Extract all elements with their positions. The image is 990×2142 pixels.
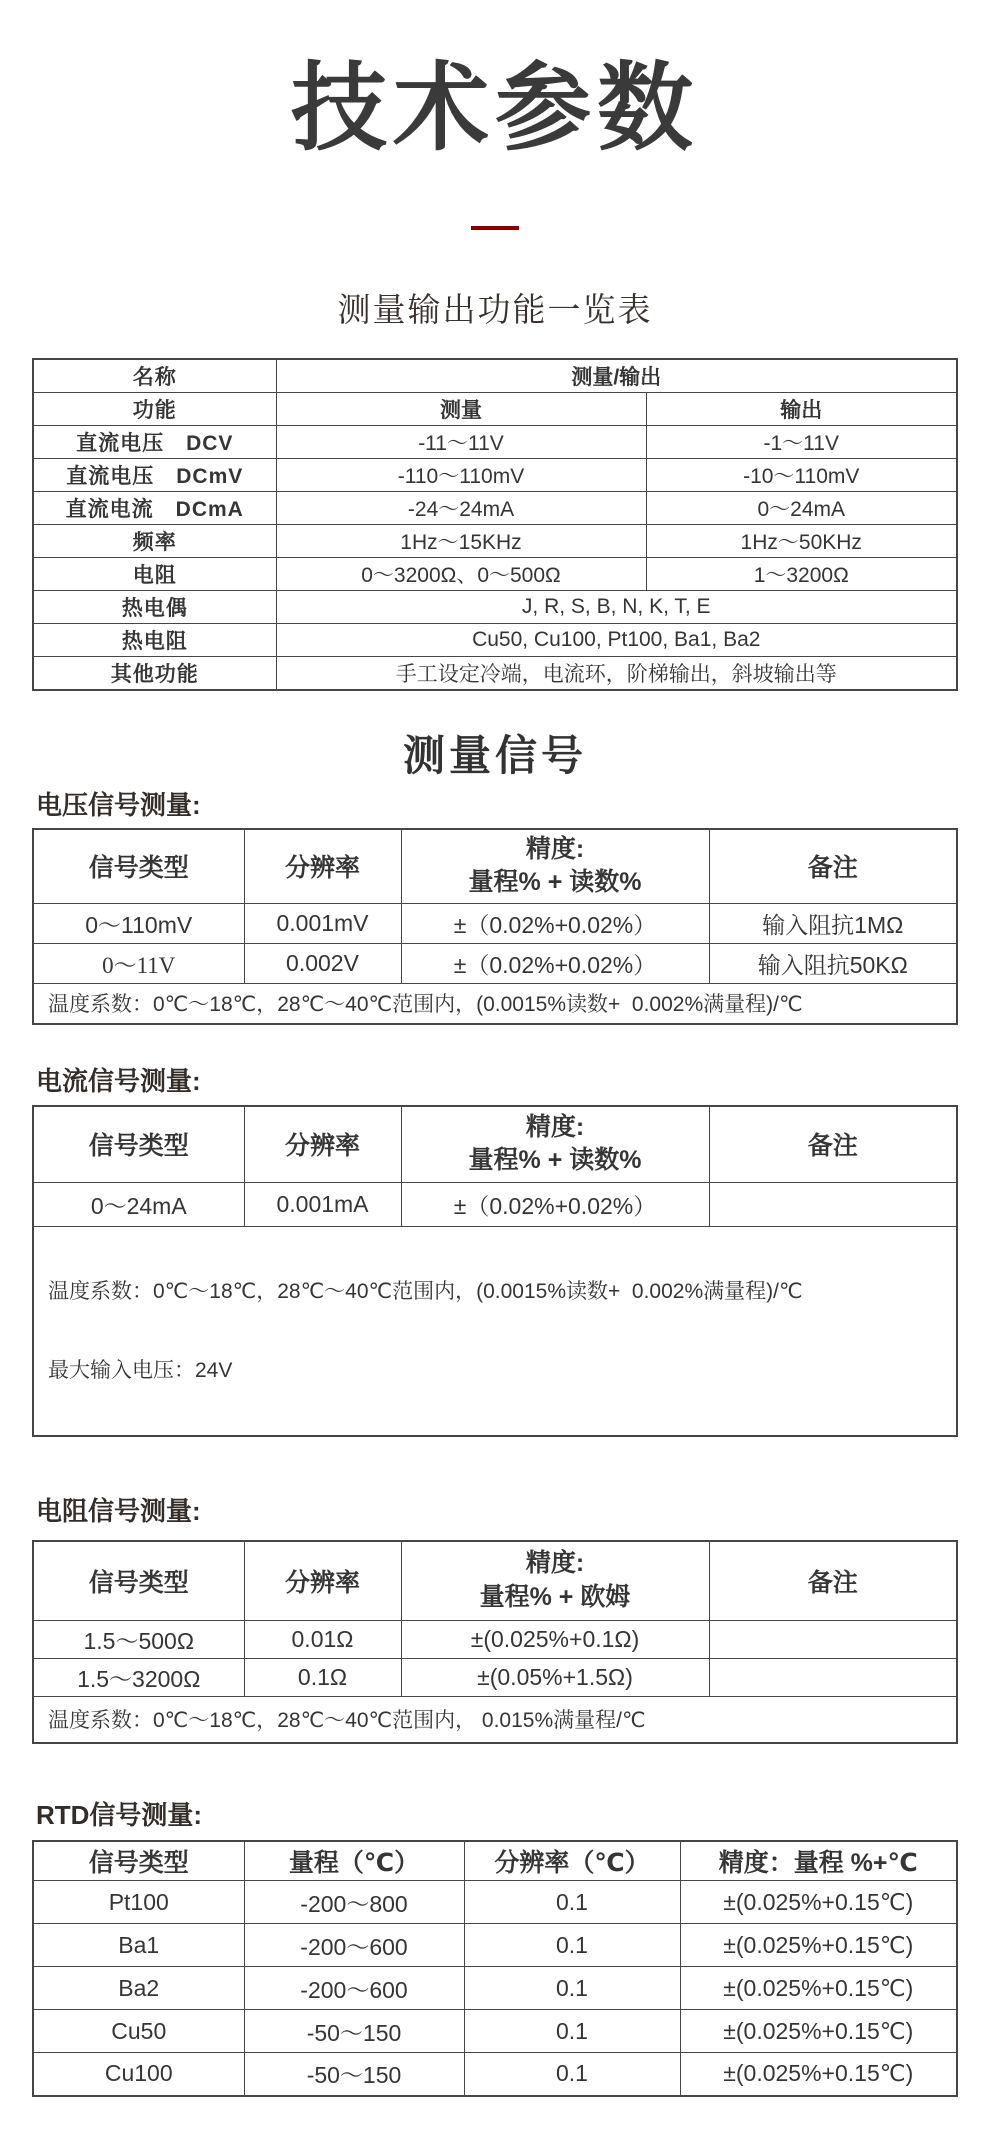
cell-accuracy: ±(0.025%+0.15℃): [680, 2010, 957, 2053]
table-row: [33, 426, 957, 459]
temperature-coefficient-note: 温度系数：0℃～18℃，28℃～40℃范围内，(0.0015%读数+ 0.002%满量程)/℃: [33, 983, 957, 1024]
col-header-signal-type: 信号类型: [33, 1541, 244, 1621]
row-label: 电阻: [33, 558, 276, 591]
row-label: 频率: [33, 525, 276, 558]
table-row: [33, 2053, 957, 2096]
cell-measure: 0～3200Ω、0～500Ω: [276, 558, 646, 591]
footer-row: [33, 983, 957, 1024]
cell-accuracy: ±（0.02%+0.02%）: [401, 903, 709, 943]
cell-signal-type: Cu50: [33, 2010, 244, 2053]
accuracy-line1: 精度:: [525, 834, 585, 863]
header-row: [33, 829, 957, 903]
header-row: [33, 1541, 957, 1621]
col-header-accuracy: 精度：量程 %+℃: [680, 1841, 957, 1881]
footer-row: [33, 1226, 957, 1436]
cell-output: 1Hz～50KHz: [646, 525, 957, 558]
cell-output: -10～110mV: [646, 459, 957, 492]
col-header-signal-type: 信号类型: [33, 829, 244, 903]
accuracy-line2: 量程% + 读数%: [468, 868, 642, 897]
cell-note: 输入阻抗1MΩ: [709, 903, 957, 943]
cell-range: -50～150: [244, 2010, 464, 2053]
cell-signal-type: 1.5～500Ω: [33, 1621, 244, 1659]
cell-resolution: 0.1: [464, 1881, 680, 1924]
row-label: 热电偶: [33, 591, 276, 624]
table-row: [33, 393, 957, 426]
cell-range: -200～600: [244, 1924, 464, 1967]
rtd-table: [32, 1840, 958, 2097]
page-title: 技术参数: [291, 55, 699, 162]
cell-output: -1～11V: [646, 426, 957, 459]
cell-accuracy: ±(0.025%+0.15℃): [680, 1924, 957, 1967]
cell-accuracy: ±（0.02%+0.02%）: [401, 943, 709, 983]
cell-signal-type: Ba2: [33, 1967, 244, 2010]
table-row: [33, 1182, 957, 1226]
accuracy-line1: 精度:: [525, 1112, 585, 1141]
cell-resolution: 0.1: [464, 2053, 680, 2096]
table-row: [33, 359, 957, 393]
cell-signal-type: 0～24mA: [33, 1182, 244, 1226]
cell-resolution: 0.001mV: [244, 903, 401, 943]
signal-section-title: 测量信号: [402, 732, 587, 780]
col-header-accuracy: [401, 1541, 709, 1621]
cell-value: Cu50, Cu100, Pt100, Ba1, Ba2: [276, 624, 957, 657]
cell-accuracy: ±(0.025%+0.15℃): [680, 1967, 957, 2010]
table-row: [33, 492, 957, 525]
row-label: 直流电流 DCmA: [33, 492, 276, 525]
cell-signal-type: 1.5～3200Ω: [33, 1659, 244, 1697]
header-row: [33, 1106, 957, 1182]
accuracy-line2: 量程% + 读数%: [468, 1146, 642, 1175]
accuracy-line1: 精度:: [525, 1549, 585, 1578]
cell-signal-type: Cu100: [33, 2053, 244, 2096]
temperature-coefficient-note: [33, 1226, 957, 1436]
table-row: [33, 591, 957, 624]
cell-output: 0～24mA: [646, 492, 957, 525]
bottom-whitespace: [0, 2097, 990, 2142]
table-row: [33, 558, 957, 591]
cell-note: [709, 1659, 957, 1697]
col-header-accuracy: [401, 1106, 709, 1182]
overview-table: [32, 358, 958, 691]
footer-line: 最大输入电压：24V: [48, 1358, 233, 1382]
row-label: 功能: [33, 393, 276, 426]
table-row: [33, 1881, 957, 1924]
cell-signal-type: 0～11V: [33, 943, 244, 983]
cell-value: 手工设定冷端，电流环，阶梯输出，斜坡输出等: [276, 657, 957, 691]
cell-accuracy: ±(0.025%+0.1Ω): [401, 1621, 709, 1659]
cell-output: 输出: [646, 393, 957, 426]
table-row: [33, 459, 957, 492]
rtd-table-label: RTD信号测量:: [36, 1799, 203, 1830]
col-header-accuracy: [401, 829, 709, 903]
cell-measure: -24～24mA: [276, 492, 646, 525]
cell-measure: -110～110mV: [276, 459, 646, 492]
cell-range: -200～600: [244, 1967, 464, 2010]
current-table: [32, 1105, 958, 1437]
cell-accuracy: ±(0.025%+0.15℃): [680, 2053, 957, 2096]
table-row: [33, 525, 957, 558]
table-row: [33, 903, 957, 943]
cell-resolution: 0.1: [464, 1967, 680, 2010]
cell-signal-type: 0～110mV: [33, 903, 244, 943]
accuracy-line2: 量程% + 欧姆: [479, 1582, 631, 1611]
cell-accuracy: ±(0.025%+0.15℃): [680, 1881, 957, 1924]
footer-line: 温度系数：0℃～18℃，28℃～40℃范围内，(0.0015%读数+ 0.002%满量程)/℃: [48, 1279, 803, 1303]
cell-note: [709, 1182, 957, 1226]
table-row: [33, 1659, 957, 1697]
voltage-table-label: 电压信号测量:: [36, 790, 201, 821]
voltage-table: [32, 828, 958, 1025]
table-row: [33, 657, 957, 691]
table-row: [33, 2010, 957, 2053]
cell-value: J, R, S, B, N, K, T, E: [276, 591, 957, 624]
cell-output: 1～3200Ω: [646, 558, 957, 591]
resistance-table: [32, 1540, 958, 1744]
row-label: 直流电压 DCmV: [33, 459, 276, 492]
table-row: [33, 624, 957, 657]
table-row: [33, 1924, 957, 1967]
cell-measure: 1Hz～15KHz: [276, 525, 646, 558]
cell-accuracy: ±（0.02%+0.02%）: [401, 1182, 709, 1226]
col-header-note: 备注: [709, 829, 957, 903]
row-label: 直流电压 DCV: [33, 426, 276, 459]
row-label: 名称: [33, 359, 276, 393]
cell-note: [709, 1621, 957, 1659]
col-header-signal-type: 信号类型: [33, 1106, 244, 1182]
row-label: 其他功能: [33, 657, 276, 691]
cell-range: -50～150: [244, 2053, 464, 2096]
cell-resolution: 0.1Ω: [244, 1659, 401, 1697]
resistance-table-label: 电阻信号测量:: [36, 1495, 201, 1526]
cell-resolution: 0.002V: [244, 943, 401, 983]
cell-accuracy: ±(0.05%+1.5Ω): [401, 1659, 709, 1697]
col-header-resolution: 分辨率: [244, 1541, 401, 1621]
col-header-resolution: 分辨率: [244, 1106, 401, 1182]
table-row: [33, 1967, 957, 2010]
cell-resolution: 0.001mA: [244, 1182, 401, 1226]
cell-value: 测量/输出: [276, 359, 957, 393]
current-table-label: 电流信号测量:: [36, 1066, 201, 1097]
col-header-resolution: 分辨率: [244, 829, 401, 903]
col-header-resolution: 分辨率（℃）: [464, 1841, 680, 1881]
footer-row: [33, 1697, 957, 1743]
table-row: [33, 1621, 957, 1659]
cell-resolution: 0.01Ω: [244, 1621, 401, 1659]
cell-resolution: 0.1: [464, 2010, 680, 2053]
col-header-range: 量程（℃）: [244, 1841, 464, 1881]
cell-signal-type: Pt100: [33, 1881, 244, 1924]
table-row: [33, 943, 957, 983]
cell-measure: -11～11V: [276, 426, 646, 459]
cell-note: 输入阻抗50KΩ: [709, 943, 957, 983]
temperature-coefficient-note: 温度系数：0℃～18℃，28℃～40℃范围内， 0.015%满量程/℃: [33, 1697, 957, 1743]
col-header-note: 备注: [709, 1106, 957, 1182]
col-header-note: 备注: [709, 1541, 957, 1621]
col-header-signal-type: 信号类型: [33, 1841, 244, 1881]
cell-range: -200～800: [244, 1881, 464, 1924]
cell-signal-type: Ba1: [33, 1924, 244, 1967]
cell-resolution: 0.1: [464, 1924, 680, 1967]
overview-table-title: 测量输出功能一览表: [337, 290, 653, 328]
cell-measure: 测量: [276, 393, 646, 426]
row-label: 热电阻: [33, 624, 276, 657]
title-underline-accent: [471, 226, 519, 230]
header-row: [33, 1841, 957, 1881]
